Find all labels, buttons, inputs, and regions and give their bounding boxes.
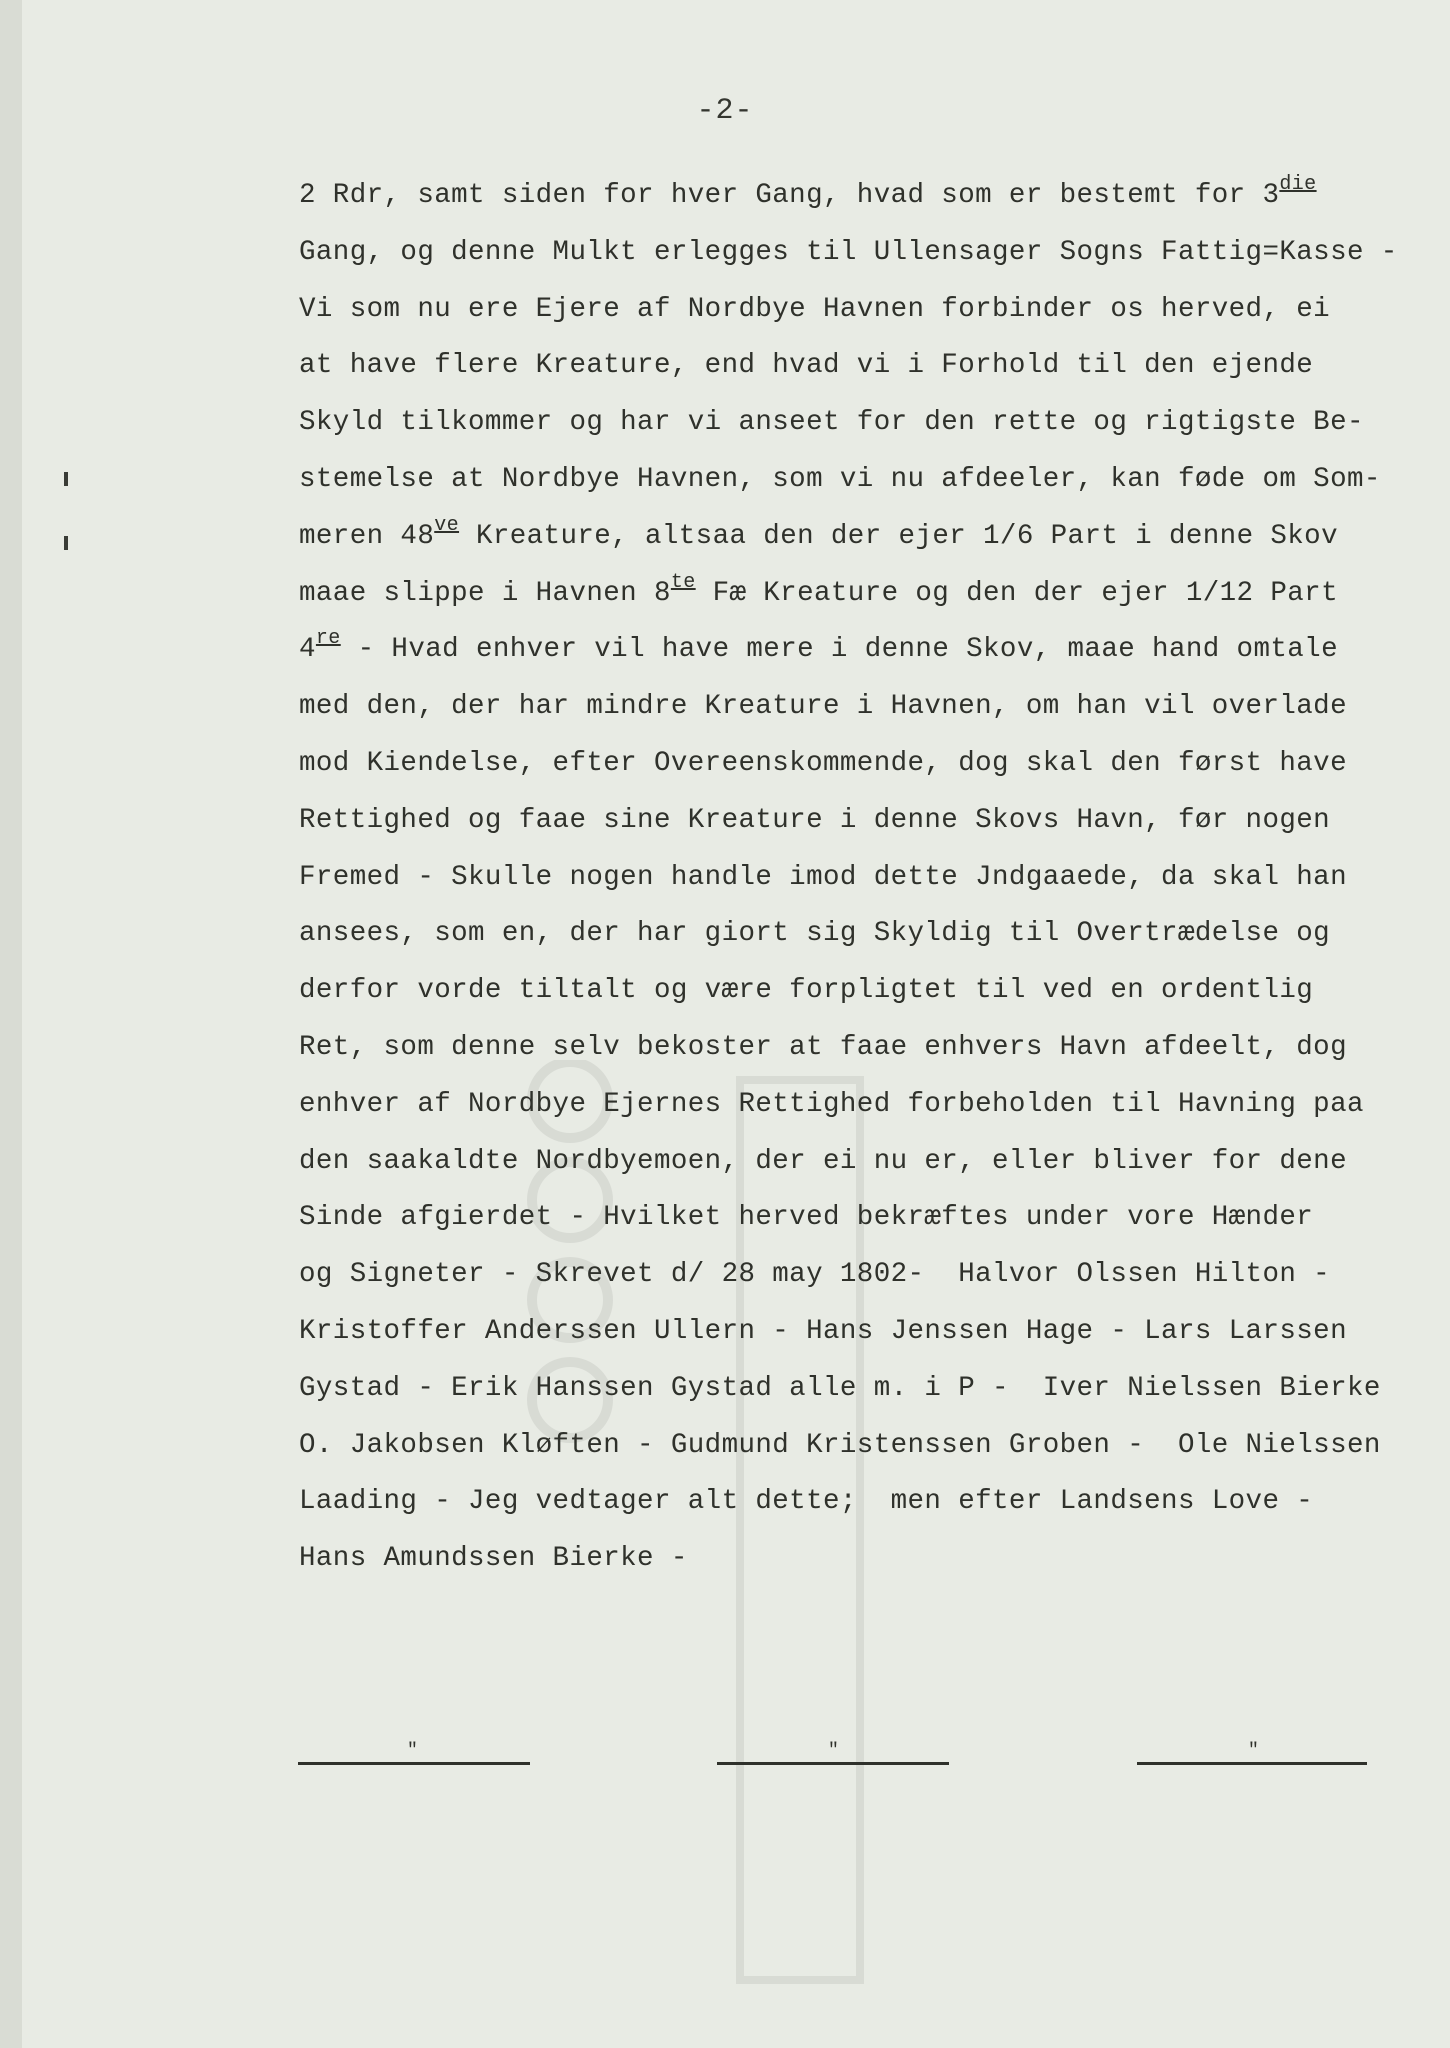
text-line: Gystad - Erik Hanssen Gystad alle m. i P - Iver Nielssen Bierke [299, 1372, 1381, 1404]
signature-line [298, 1762, 530, 1765]
text-line: den saakaldte Nordbyemoen, der ei nu er, eller bliver for dene [299, 1145, 1347, 1177]
text-line: 4re - Hvad enhver vil have mere i denne Skov, maae hand omtale [299, 627, 1338, 666]
text-line: 2 Rdr, samt siden for hver Gang, hvad som er bestemt for $3^{die}$ [299, 173, 1317, 211]
text-line: og Signeter - Skrevet d/ 28 may 1802- Halvor Olssen Hilton - [299, 1259, 1331, 1291]
ditto-mark: " [1248, 1741, 1259, 1761]
ditto-mark: " [407, 1741, 418, 1761]
text-line: enhver af Nordbye Ejernes Rettighed forbeholden til Havning paa [299, 1088, 1364, 1120]
text-line: Gang, og denne Mulkt erlegges til Ullensager Sogns Fattig=Kasse - [299, 236, 1398, 268]
text-line: Vi som nu ere Ejere af Nordbye Havnen forbinder os herved, ei [299, 293, 1331, 325]
text-line: Sinde afgierdet - Hvilket herved bekræftes under vore Hænder [299, 1202, 1314, 1234]
superscript: ve [434, 513, 460, 537]
superscript: te [670, 570, 696, 594]
text-line: Skyld tilkommer og har vi anseet for den rette og rigtigste Be- [299, 407, 1364, 439]
text-line: Fremed - Skulle nogen handle imod dette Jndgaaede, da skal han [299, 861, 1347, 893]
document-body [299, 168, 1439, 1588]
text-line: Hans Amundssen Bierke - [299, 1543, 688, 1575]
text-line: at have flere Kreature, end hvad vi i Forhold til den ejende [299, 350, 1314, 382]
scan-edge [0, 0, 22, 2048]
text-line: O. Jakobsen Kløften - Gudmund Kristenssen Groben - Ole Nielssen [299, 1429, 1381, 1461]
text-line: Kristoffer Anderssen Ullern - Hans Jenssen Hage - Lars Larssen [299, 1315, 1347, 1347]
text-line: ansees, som en, der har giort sig Skyldig til Overtrædelse og [299, 918, 1331, 950]
margin-mark [64, 472, 68, 486]
text-line: Rettighed og faae sine Kreature i denne Skovs Havn, før nogen [299, 804, 1331, 836]
signature-line [717, 1762, 949, 1765]
ditto-mark: " [828, 1741, 839, 1761]
text-line: meren $48^{ve}$ Kreature, altsaa den der ejer 1/6 Part i denne Skov [299, 513, 1338, 552]
text-line: mod Kiendelse, efter Overeenskommende, dog skal den først have [299, 747, 1347, 779]
text-line: stemelse at Nordbye Havnen, som vi nu afdeeler, kan føde om Som- [299, 463, 1381, 495]
text-line: Laading - Jeg vedtager alt dette; men efter Landsens Love - [299, 1486, 1314, 1518]
text-line: maae slippe i Havnen $8^{te}$ Fæ Kreature og den der ejer 1/12 Part [299, 570, 1338, 609]
superscript: re [315, 627, 341, 651]
text-line: Ret, som denne selv bekoster at faae enhvers Havn afdeelt, dog [299, 1031, 1347, 1063]
superscript: die [1279, 173, 1317, 196]
margin-mark [64, 536, 68, 550]
text-line: med den, der har mindre Kreature i Havnen, om han vil overlade [299, 691, 1347, 723]
text-line: derfor vorde tiltalt og være forpligtet til ved en ordentlig [299, 975, 1314, 1007]
page-number: -2- [696, 94, 754, 128]
signature-line [1137, 1762, 1367, 1765]
